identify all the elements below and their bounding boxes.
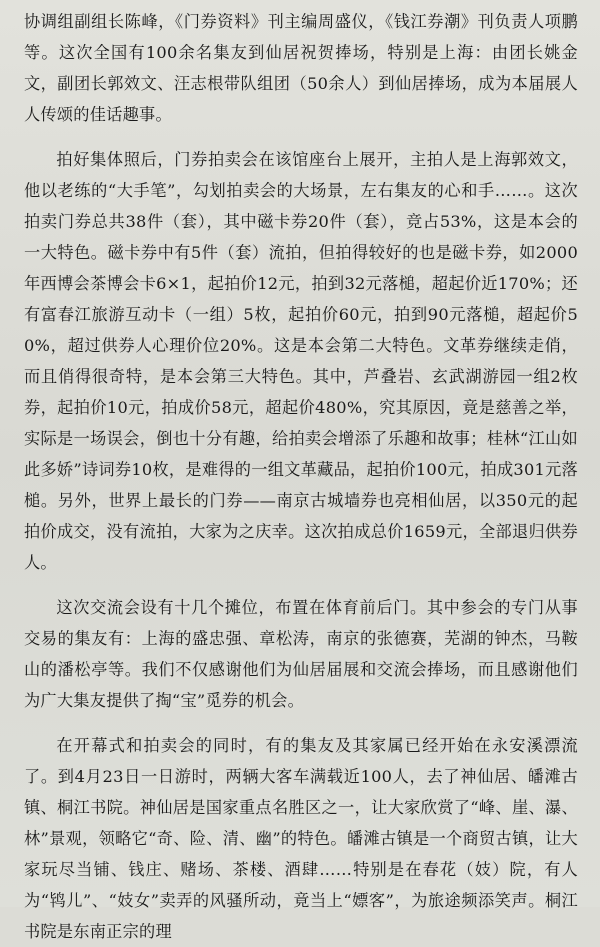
paragraph-1: 协调组副组长陈峰，《门券资料》刊主编周盛仪，《钱江券潮》刊负责人项鹏等。这次全国有100余名集友到仙居祝贺捧场，特别是上海：由团长姚金文，副团长郭效文、汪志根带队组团（50余人）到仙居捧场，成为本届展人人传颂的佳话趣事。 bbox=[24, 12, 578, 124]
paragraph-4: 在开幕式和拍卖会的同时，有的集友及其家属已经开始在永安溪漂流了。到4月23日一日游时，两辆大客车满载近100人，去了神仙居、皤滩古镇、桐江书院。神仙居是国家重点名胜区之一，让大家欣赏了“峰、崖、瀑、林”景观，领略它“奇、险、清、幽”的特色。皤滩古镇是一个商贸古镇，让大家玩尽当铺、钱庄、赌场、茶楼、酒肆……特别是在春花（妓）院，有人为“鸨儿”、“妓女”卖弄的风骚所动，竟当上“嫖客”，为旅途频添笑声。桐江书院是东南正宗的理 bbox=[24, 736, 578, 941]
paragraph-3: 这次交流会设有十几个摊位，布置在体育前后门。其中参会的专门从事交易的集友有：上海的盛忠强、章松涛，南京的张德赛，芜湖的钟杰，马鞍山的潘松亭等。我们不仅感谢他们为仙居届展和交流会捧场，而且感谢他们为广大集友提供了掏“宝”觅券的机会。 bbox=[24, 598, 578, 710]
paragraph-2: 拍好集体照后，门券拍卖会在该馆座台上展开，主拍人是上海郭效文，他以老练的“大手笔”，勾划拍卖会的大场景，左右集友的心和手……。这次拍卖门券总共38件（套），其中磁卡券20件（套），竞占53%，这是本会的一大特色。磁卡券中有5件（套）流拍，但拍得较好的也是磁卡券，如2000年西博会茶博会卡6×1，起拍价12元，拍到32元落槌，超起价近170%；还有富春江旅游互动卡（一组）5枚，起拍价60元，拍到90元落槌，超起价50%，超过供券人心理价位20%。这是本会第二大特色。文革券继续走俏，而且俏得很奇特，是本会第三大特色。其中，芦叠岩、玄武湖游园一组2枚券，起拍价10元，拍成价58元，超起价480%，究其原因，竟是慈善之举，实际是一场误会，倒也十分有趣，给拍卖会增添了乐趣和故事；桂林“江山如此多娇”诗词券10枚，是难得的一组文革藏品，起拍价100元，拍成301元落槌。另外，世界上最长的门券——南京古城墙券也亮相仙居，以350元的起拍价成交，没有流拍，大家为之庆幸。这次拍成总价1659元，全部退归供券人。 bbox=[24, 150, 578, 572]
